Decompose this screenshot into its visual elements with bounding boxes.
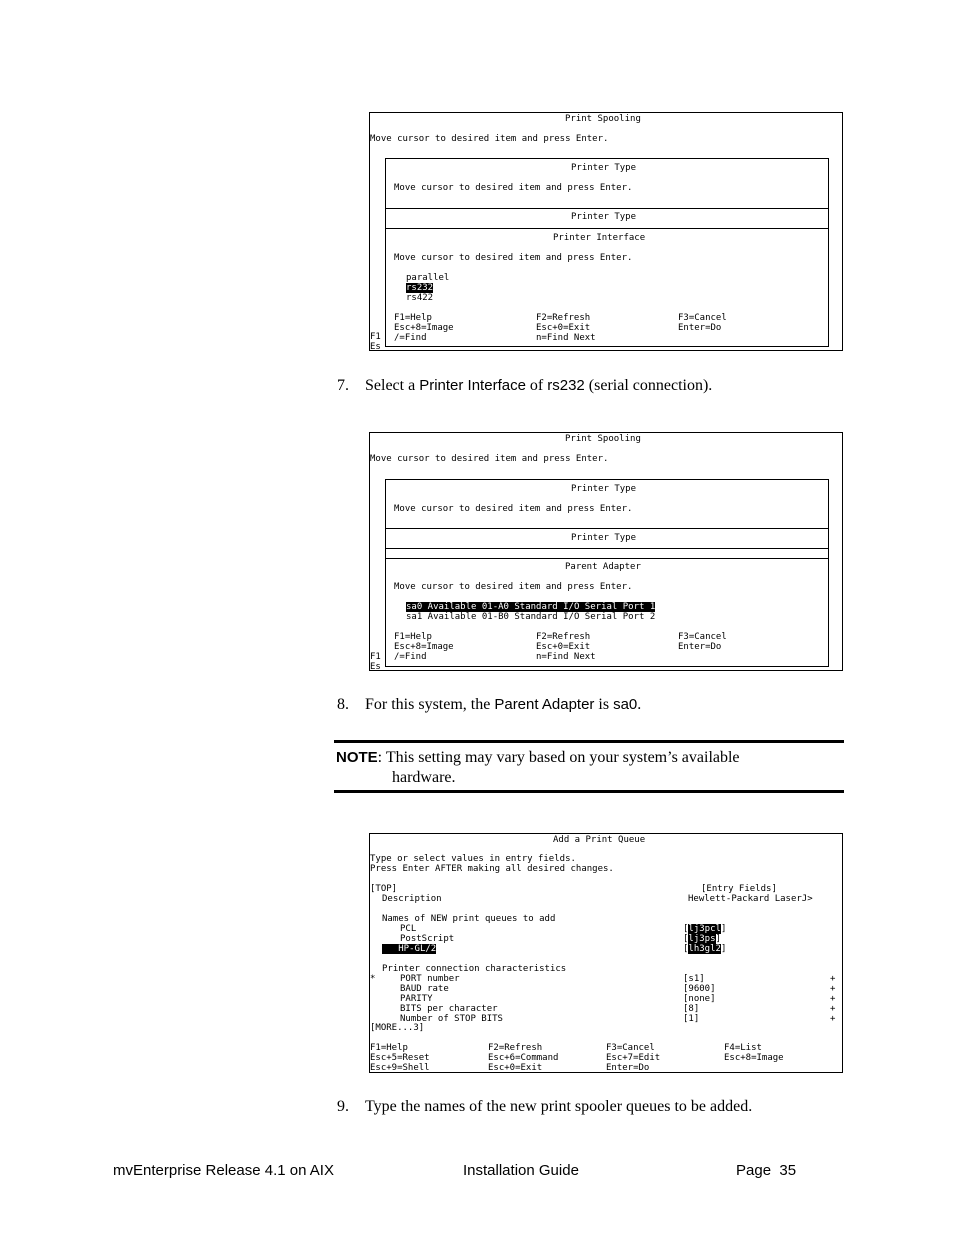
screen-intro-2: Press Enter AFTER making all desired changes.	[370, 864, 614, 874]
fkey-exit: Esc+0=Exit	[536, 642, 591, 652]
fkey-find: /=Find	[394, 652, 427, 662]
conn-label-port: PORT number	[400, 974, 460, 984]
conn-label-stop-bits: Number of STOP BITS	[400, 1014, 503, 1024]
dialog-title: Printer Interface	[553, 233, 646, 243]
step-number: 8.	[337, 696, 349, 713]
fkey-refresh: F2=Refresh	[536, 313, 591, 323]
screen-intro-1: Type or select values in entry fields.	[370, 854, 576, 864]
fkey-command: Esc+6=Command	[488, 1053, 559, 1063]
fkey-do: Enter=Do	[678, 323, 722, 333]
queue-field-pcl[interactable]: [lj3pcl]	[683, 924, 727, 934]
footer-guide-title: Installation Guide	[463, 1162, 579, 1179]
fkey-image: Esc+8=Image	[394, 642, 454, 652]
screen-instruction: Move cursor to desired item and press Enter.	[370, 454, 609, 464]
terminal-screenshot-printer-interface	[369, 112, 843, 351]
step-number: 7.	[337, 377, 349, 394]
dialog-instruction: Move cursor to desired item and press Enter.	[394, 183, 633, 193]
edge-es: Es	[370, 342, 381, 351]
fkey-shell: Esc+9=Shell	[370, 1063, 430, 1073]
fkey-list: F4=List	[724, 1043, 762, 1053]
screen-title: Print Spooling	[565, 114, 641, 124]
step-text: Select a Printer Interface of rs232 (serial connection).	[365, 377, 713, 394]
names-header: Names of NEW print queues to add	[382, 914, 556, 924]
dialog-title: Printer Type	[571, 163, 637, 173]
list-indicator: +	[830, 1014, 836, 1024]
dialog-title: Printer Type	[571, 533, 637, 543]
edge-f1: F1	[370, 652, 381, 662]
dialog-title: Parent Adapter	[565, 562, 641, 572]
screen-title: Print Spooling	[565, 434, 641, 444]
terminal-screenshot-parent-adapter	[369, 432, 843, 671]
fkey-help: F1=Help	[394, 313, 432, 323]
entry-fields-header: [Entry Fields]	[701, 884, 777, 894]
fkey-cancel: F3=Cancel	[678, 313, 727, 323]
description-value[interactable]: Hewlett-Packard LaserJ>	[688, 894, 813, 904]
terminal-screenshot-add-print-queue	[369, 833, 843, 1073]
conn-label-parity: PARITY	[400, 994, 433, 1004]
conn-value-parity[interactable]: [none]	[683, 994, 716, 1004]
dialog-instruction: Move cursor to desired item and press Enter.	[394, 504, 633, 514]
parent-adapter-dialog	[385, 558, 829, 667]
dialog-instruction: Move cursor to desired item and press Enter.	[394, 253, 633, 263]
edge-f1: F1	[370, 332, 381, 342]
fkey-exit: Esc+0=Exit	[488, 1063, 543, 1073]
note-text-continued: hardware.	[392, 769, 456, 786]
step-number: 9.	[337, 1098, 349, 1115]
dialog-title: Printer Type	[571, 212, 637, 222]
edge-es: Es	[370, 662, 381, 671]
conn-value-baud[interactable]: [9600]	[683, 984, 716, 994]
connection-header: Printer connection characteristics	[382, 964, 567, 974]
queue-field-hpgl2[interactable]: [lh3gl2]	[683, 944, 727, 954]
conn-label-bits: BITS per character	[400, 1004, 498, 1014]
description-label: Description	[382, 894, 442, 904]
printer-interface-dialog	[385, 228, 829, 347]
note-top-rule	[334, 740, 844, 743]
fkey-refresh: F2=Refresh	[488, 1043, 543, 1053]
queue-label-postscript: PostScript	[400, 934, 455, 944]
option-rs422[interactable]: rs422	[406, 293, 434, 303]
footer-page-number: Page 35	[736, 1162, 797, 1179]
fkey-help: F1=Help	[394, 632, 432, 642]
queue-label-hpgl2-selected: HP-GL/2	[382, 944, 436, 954]
screen-instruction: Move cursor to desired item and press Enter.	[370, 134, 609, 144]
option-sa1[interactable]: sa1 Available 01-B0 Standard I/O Serial Port 2	[406, 612, 656, 622]
fkey-cancel: F3=Cancel	[678, 632, 727, 642]
fkey-help: F1=Help	[370, 1043, 408, 1053]
top-marker: [TOP]	[370, 884, 398, 894]
queue-field-postscript[interactable]: [lj3ps]	[683, 934, 721, 944]
note-bottom-rule	[334, 790, 844, 793]
fkey-image: Esc+8=Image	[724, 1053, 784, 1063]
note-label: NOTE	[336, 749, 378, 766]
screen-title: Add a Print Queue	[553, 835, 646, 845]
step-text: For this system, the Parent Adapter is sa0.	[365, 696, 642, 713]
fkey-do: Enter=Do	[606, 1063, 650, 1073]
fkey-do: Enter=Do	[678, 642, 722, 652]
conn-label-baud: BAUD rate	[400, 984, 449, 994]
dialog-instruction: Move cursor to desired item and press Enter.	[394, 582, 633, 592]
list-indicator: +	[830, 974, 836, 984]
fkey-find-next: n=Find Next	[536, 333, 596, 343]
conn-value-stop-bits[interactable]: [1]	[683, 1014, 700, 1024]
fkey-reset: Esc+5=Reset	[370, 1053, 430, 1063]
fkey-find-next: n=Find Next	[536, 652, 596, 662]
option-parallel[interactable]: parallel	[406, 273, 450, 283]
note-text: : This setting may vary based on your system’s available	[377, 749, 740, 766]
more-marker: [MORE...3]	[370, 1023, 425, 1033]
conn-value-port[interactable]: [s1]	[683, 974, 705, 984]
note-block	[336, 748, 836, 788]
fkey-exit: Esc+0=Exit	[536, 323, 591, 333]
fkey-image: Esc+8=Image	[394, 323, 454, 333]
fkey-edit: Esc+7=Edit	[606, 1053, 661, 1063]
list-indicator: +	[830, 994, 836, 1004]
required-star: *	[370, 974, 376, 984]
dialog-title: Printer Type	[571, 484, 637, 494]
fkey-refresh: F2=Refresh	[536, 632, 591, 642]
fkey-find: /=Find	[394, 333, 427, 343]
footer-product: mvEnterprise Release 4.1 on AIX	[113, 1162, 334, 1179]
list-indicator: +	[830, 984, 836, 994]
option-rs232-selected[interactable]: rs232	[406, 283, 434, 293]
conn-value-bits[interactable]: [8]	[683, 1004, 700, 1014]
step-text: Type the names of the new print spooler queues to be added.	[365, 1098, 753, 1115]
list-indicator: +	[830, 1004, 836, 1014]
option-sa0-selected[interactable]: sa0 Available 01-A0 Standard I/O Serial Port 1	[406, 602, 656, 612]
queue-label-pcl: PCL	[400, 924, 417, 934]
fkey-cancel: F3=Cancel	[606, 1043, 655, 1053]
